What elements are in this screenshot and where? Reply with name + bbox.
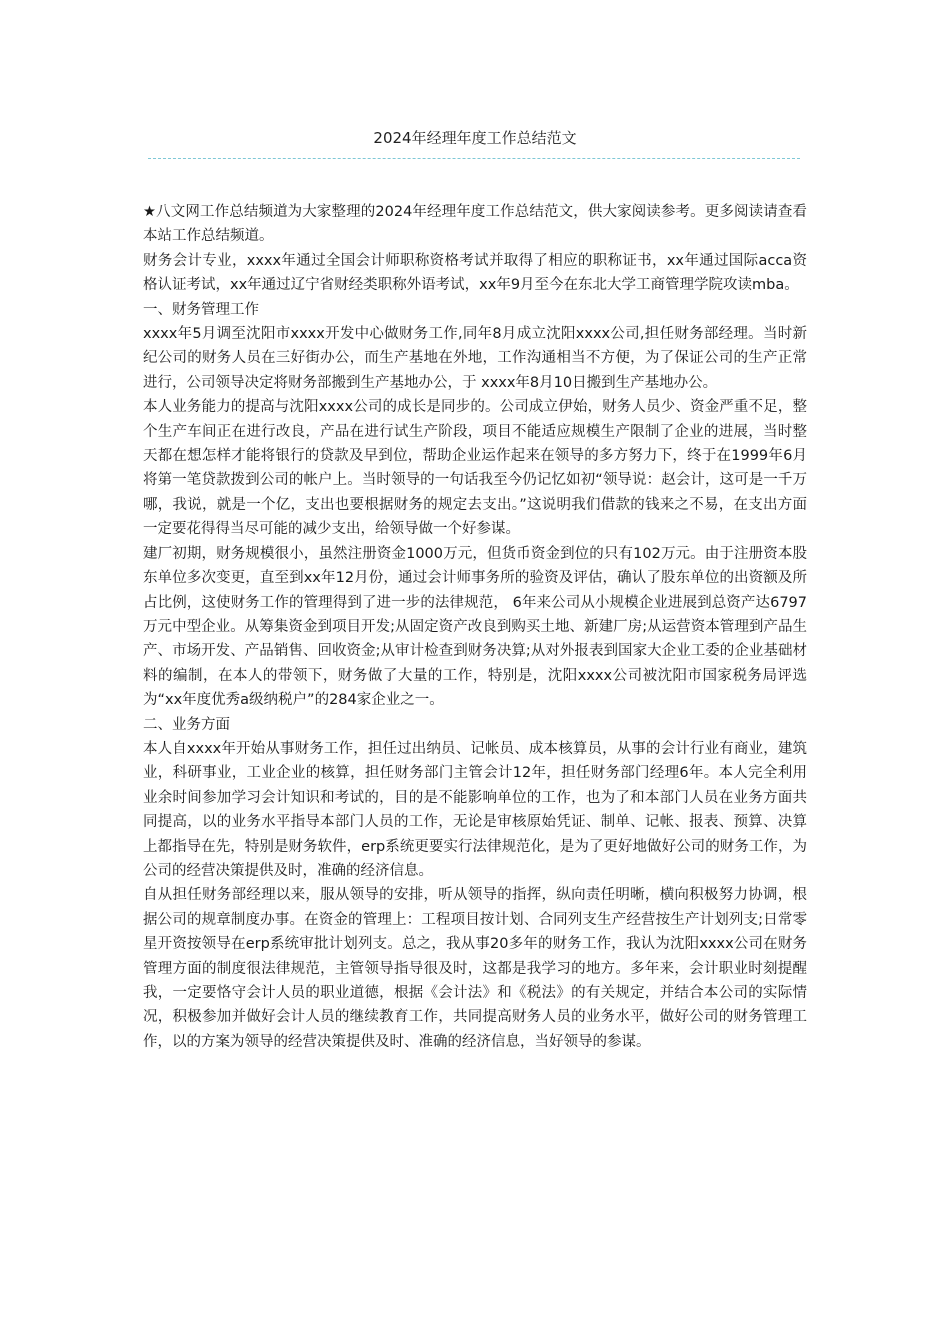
body-paragraph: 本人自xxxx年开始从事财务工作，担任过出纳员、记帐员、成本核算员，从事的会计行业有商业，建筑业，科研事业，工业企业的核算，担任财务部门主管会计12年，担任财务部门经理6年。本人完全利用业余时间参加学习会计知识和考试的，目的是不能影响单位的工作，也为了和本部门人员在业务方面共同提高，以的业务水平指导本部门人员的工作，无论是审核原始凭证、制单、记帐、报表、预算、决算上都指导在先，特别是财务软件，erp系统更要实行法律规范化，是为了更好地做好公司的财务工作，为公司的经营决策提供及时，准确的经济信息。 bbox=[143, 740, 807, 879]
section-heading-financial-management: 一、财务管理工作 bbox=[143, 301, 259, 318]
body-paragraph: 建厂初期，财务规模很小，虽然注册资金1000万元，但货币资金到位的只有102万元。由于注册资本股东单位多次变更，直至到xx年12月份，通过会计师事务所的验资及评估，确认了股东单位的出资额及所占比例，这使财务工作的管理得到了进一步的法律规范， 6年来公司从小规模企业进展到总资产达6797万元中型企业。从筹集资金到项目开发;从固定资产改良到购买土地、新建厂房;从运营资本管理到产品生产、市场开发、产品销售、回收资金;从审计检查到财务决算;从对外报表到国家大企业工委的企业基础材料的编制，在本人的带领下，财务做了大量的工作，特别是，沈阳xxxx公司被沈阳市国家税务局评选为“xx年度优秀a级纳税户”的284家企业之一。 bbox=[143, 545, 807, 709]
title-divider bbox=[148, 158, 800, 159]
background-paragraph: 财务会计专业，xxxx年通过全国会计师职称资格考试并取得了相应的职称证书，xx年通过国际acca资格认证考试，xx年通过辽宁省财经类职称外语考试，xx年9月至今在东北大学工商管理学院攻读mba。 bbox=[143, 252, 807, 294]
document-body bbox=[143, 200, 807, 1054]
body-paragraph: 本人业务能力的提高与沈阳xxxx公司的成长是同步的。公司成立伊始，财务人员少、资金严重不足，整个生产车间正在进行改良，产品在进行试生产阶段，项目不能适应规模生产限制了企业的进展，当时整天都在想怎样才能将银行的贷款及早到位，帮助企业运作起来在领导的多方努力下，终于在1999年6月将第一笔贷款拨到公司的帐户上。当时领导的一句话我至今仍记忆如初“领导说：赵会计，这可是一千万哪，我说，就是一个亿，支出也要根据财务的规定去支出。”这说明我们借款的钱来之不易，在支出方面一定要花得得当尽可能的减少支出，给领导做一个好参谋。 bbox=[143, 399, 807, 538]
body-paragraph: xxxx年5月调至沈阳市xxxx开发中心做财务工作,同年8月成立沈阳xxxx公司,担任财务部经理。当时新纪公司的财务人员在三好街办公，而生产基地在外地，工作沟通相当不方便，为了保证公司的生产正常进行，公司领导决定将财务部搬到生产基地办公，于 xxxx年8月10日搬到生产基地办公。 bbox=[143, 326, 807, 391]
section-heading-business: 二、业务方面 bbox=[143, 716, 230, 733]
body-paragraph: 自从担任财务部经理以来，服从领导的安排，听从领导的指挥，纵向责任明晰，横向积极努力协调，根据公司的规章制度办事。在资金的管理上：工程项目按计划、合同列支生产经营按生产计划列支;日常零星开资按领导在erp系统审批计划列支。总之，我从事20多年的财务工作，我认为沈阳xxxx公司在财务管理方面的制度很法律规范，主管领导指导很及时，这都是我学习的地方。多年来，会计职业时刻提醒我，一定要恪守会计人员的职业道德，根据《会计法》和《税法》的有关规定，并结合本公司的实际情况，积极参加并做好会计人员的继续教育工作，共同提高财务人员的业务水平，做好公司的财务管理工作，以的方案为领导的经营决策提供及时、准确的经济信息，当好领导的参谋。 bbox=[143, 887, 807, 1050]
document-title: 2024年经理年度工作总结范文 bbox=[373, 129, 577, 147]
intro-paragraph: ★八文网工作总结频道为大家整理的2024年经理年度工作总结范文，供大家阅读参考。更多阅读请查看本站工作总结频道。 bbox=[143, 204, 807, 245]
